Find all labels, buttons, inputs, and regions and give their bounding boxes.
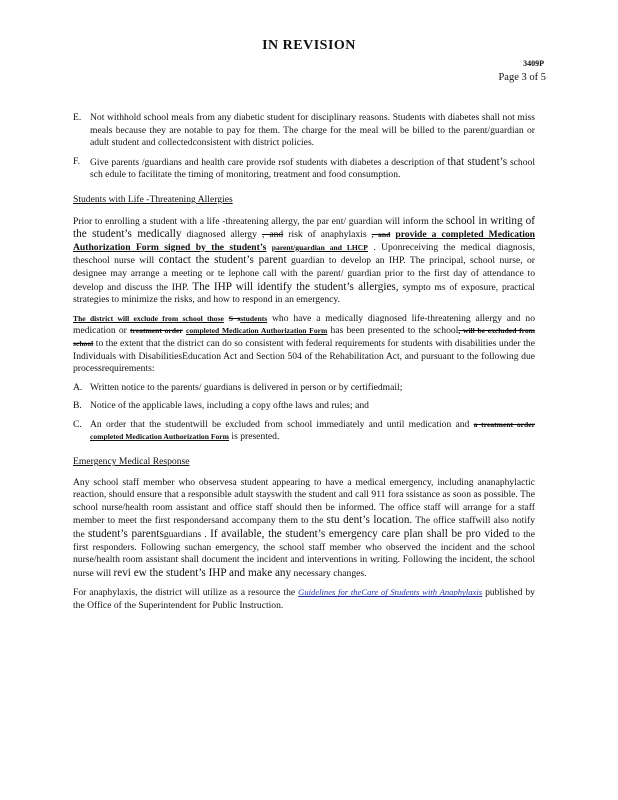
deleted-text: , and — [261, 229, 284, 241]
text-run: For anaphylaxis, the district will utilize as a resource the — [73, 587, 296, 599]
text-run: guardians . — [163, 529, 207, 541]
text-run: guardian to develop an IHP. The principal, school nurse, or designee may arrange a meeting or te lephone call with the parent/ guardian prior to the first day of attendance to develop and discuss the IHP. — [73, 255, 535, 293]
policy-number: 3409P — [523, 59, 544, 68]
text-run: Prior to enrolling a student with a life -threatening allergy, the par ent/ guardian will inform the — [73, 215, 444, 227]
inserted-text: students — [240, 313, 268, 323]
text-run: . Uponreceiving the medical diagnosis, theschool nurse will — [73, 241, 535, 267]
list-item-a — [73, 382, 535, 395]
inserted-text: that student’s — [447, 155, 508, 168]
item-label: E. — [73, 112, 82, 123]
text-run: diagnosed allergy — [186, 229, 257, 241]
item-label: F. — [73, 155, 80, 167]
item-text: Written notice to the parents/ guardians is delivered in person or by certifiedmail; — [90, 381, 403, 393]
paragraph-emergency — [73, 477, 535, 581]
inserted-text: The district will exclude from school those — [73, 313, 224, 323]
inserted-text: If available, the student’s emergency care plan shall be pro vided — [210, 528, 510, 541]
inserted-text: revi ew the student’s IHP and make any — [113, 566, 292, 579]
section-heading-emergency: Emergency Medical Response — [73, 456, 190, 468]
text-run: sympto ms of exposure, practical strategies to minimize the risks, and how to respond in an emergency. — [73, 281, 535, 306]
text-run: who have a medically diagnosed life-threatening allergy and no medication or — [73, 312, 535, 337]
item-label: A. — [73, 381, 83, 393]
text-run: Any school staff member who observesa student appearing to have a medical emergency, including ananaphylactic reaction, should ensure that a responsible adult stayswith the student and call 911 fora ssistance as soon as possible. The school nurse/health room assistant and office staff should then be informed. The office staff will arrange for a staff member to meet the first respondersand accompany them to the — [73, 476, 535, 527]
page-number: Page 3 of 5 — [498, 72, 546, 83]
deleted-text: , and — [371, 230, 391, 240]
item-label: B. — [73, 400, 82, 412]
item-text: is presented. — [231, 431, 280, 443]
deleted-text: treatment order — [130, 326, 183, 336]
text-run: to the extent that the district can do so consistent with federal requirements for students with disabilities under the Individuals with DisabilitiesEducation Act and Section 504 of the Rehabilitation Act, and pursuant to the following due processrequirements: — [73, 337, 535, 375]
inserted-text: stu dent’s location. — [326, 514, 413, 527]
text-run: published by the Office of the Superintendent for Public Instruction. — [73, 587, 535, 611]
inserted-text: school in writing of the student’s medically — [73, 214, 535, 241]
text-run: risk of anaphylaxis — [288, 229, 367, 241]
inserted-text: The IHP will identify the student’s allergies, — [192, 280, 399, 293]
inserted-text: student’s parents — [88, 528, 164, 541]
inserted-text: completed Medication Authorization Form — [185, 326, 328, 336]
inserted-text: completed Medication Authorization Form — [90, 432, 229, 442]
deleted-text: , will be excluded from school — [73, 326, 536, 348]
list-item-e — [73, 112, 535, 150]
text-run: The office staffwill also notify the — [73, 515, 536, 541]
guidelines-link[interactable]: Guidelines for theCare of Students with Anaphylaxis — [298, 587, 483, 598]
item-label: C. — [73, 418, 82, 430]
paragraph-allergies-notice — [73, 215, 535, 307]
inserted-text: provide a completed Medication Authorization Form signed by the student’s — [73, 229, 536, 253]
paragraph-anaphylaxis — [73, 586, 535, 612]
list-item-f — [73, 156, 535, 182]
item-text: Notice of the applicable laws, including a copy ofthe laws and rules; and — [90, 400, 369, 412]
deleted-text: S s — [228, 313, 241, 323]
text-run: to the first responders. Following suchan emergency, the school staff member who observed the incident and the school nurse/health room assistant shall document the incident and interventions in writing. Following the incident, the school nurse will — [73, 529, 535, 579]
item-text: Not withhold school meals from any diabetic student for disciplinary reasons. Students with diabetes shall not miss meals because they are notable to pay for them. The charge for the meal will be billed to the parent/guardian or adult student and collectedconsistent with district policies. — [90, 112, 535, 149]
text-run: necessary changes. — [293, 567, 367, 579]
document-body — [73, 112, 535, 619]
paragraph-exclusion — [73, 313, 535, 376]
item-text: school sch edule to facilitate the timing of monitoring, treatment and food consumption. — [90, 156, 535, 181]
inserted-text: contact the student’s parent — [158, 254, 287, 267]
section-heading-allergies: Students with Life -Threatening Allergies — [73, 193, 233, 205]
text-run: has been presented to the school — [330, 325, 459, 337]
deleted-text: a treatment order — [473, 419, 535, 429]
page-title: IN REVISION — [262, 38, 356, 53]
item-text: Give parents /guardians and health care provide rsof students with diabetes a description of — [90, 156, 445, 168]
inserted-text: parent/guardian and LHCP — [271, 242, 368, 252]
list-item-c — [73, 419, 535, 444]
item-text: An order that the studentwill be excluded from school immediately and until medication and — [90, 418, 470, 430]
list-item-b — [73, 400, 535, 413]
